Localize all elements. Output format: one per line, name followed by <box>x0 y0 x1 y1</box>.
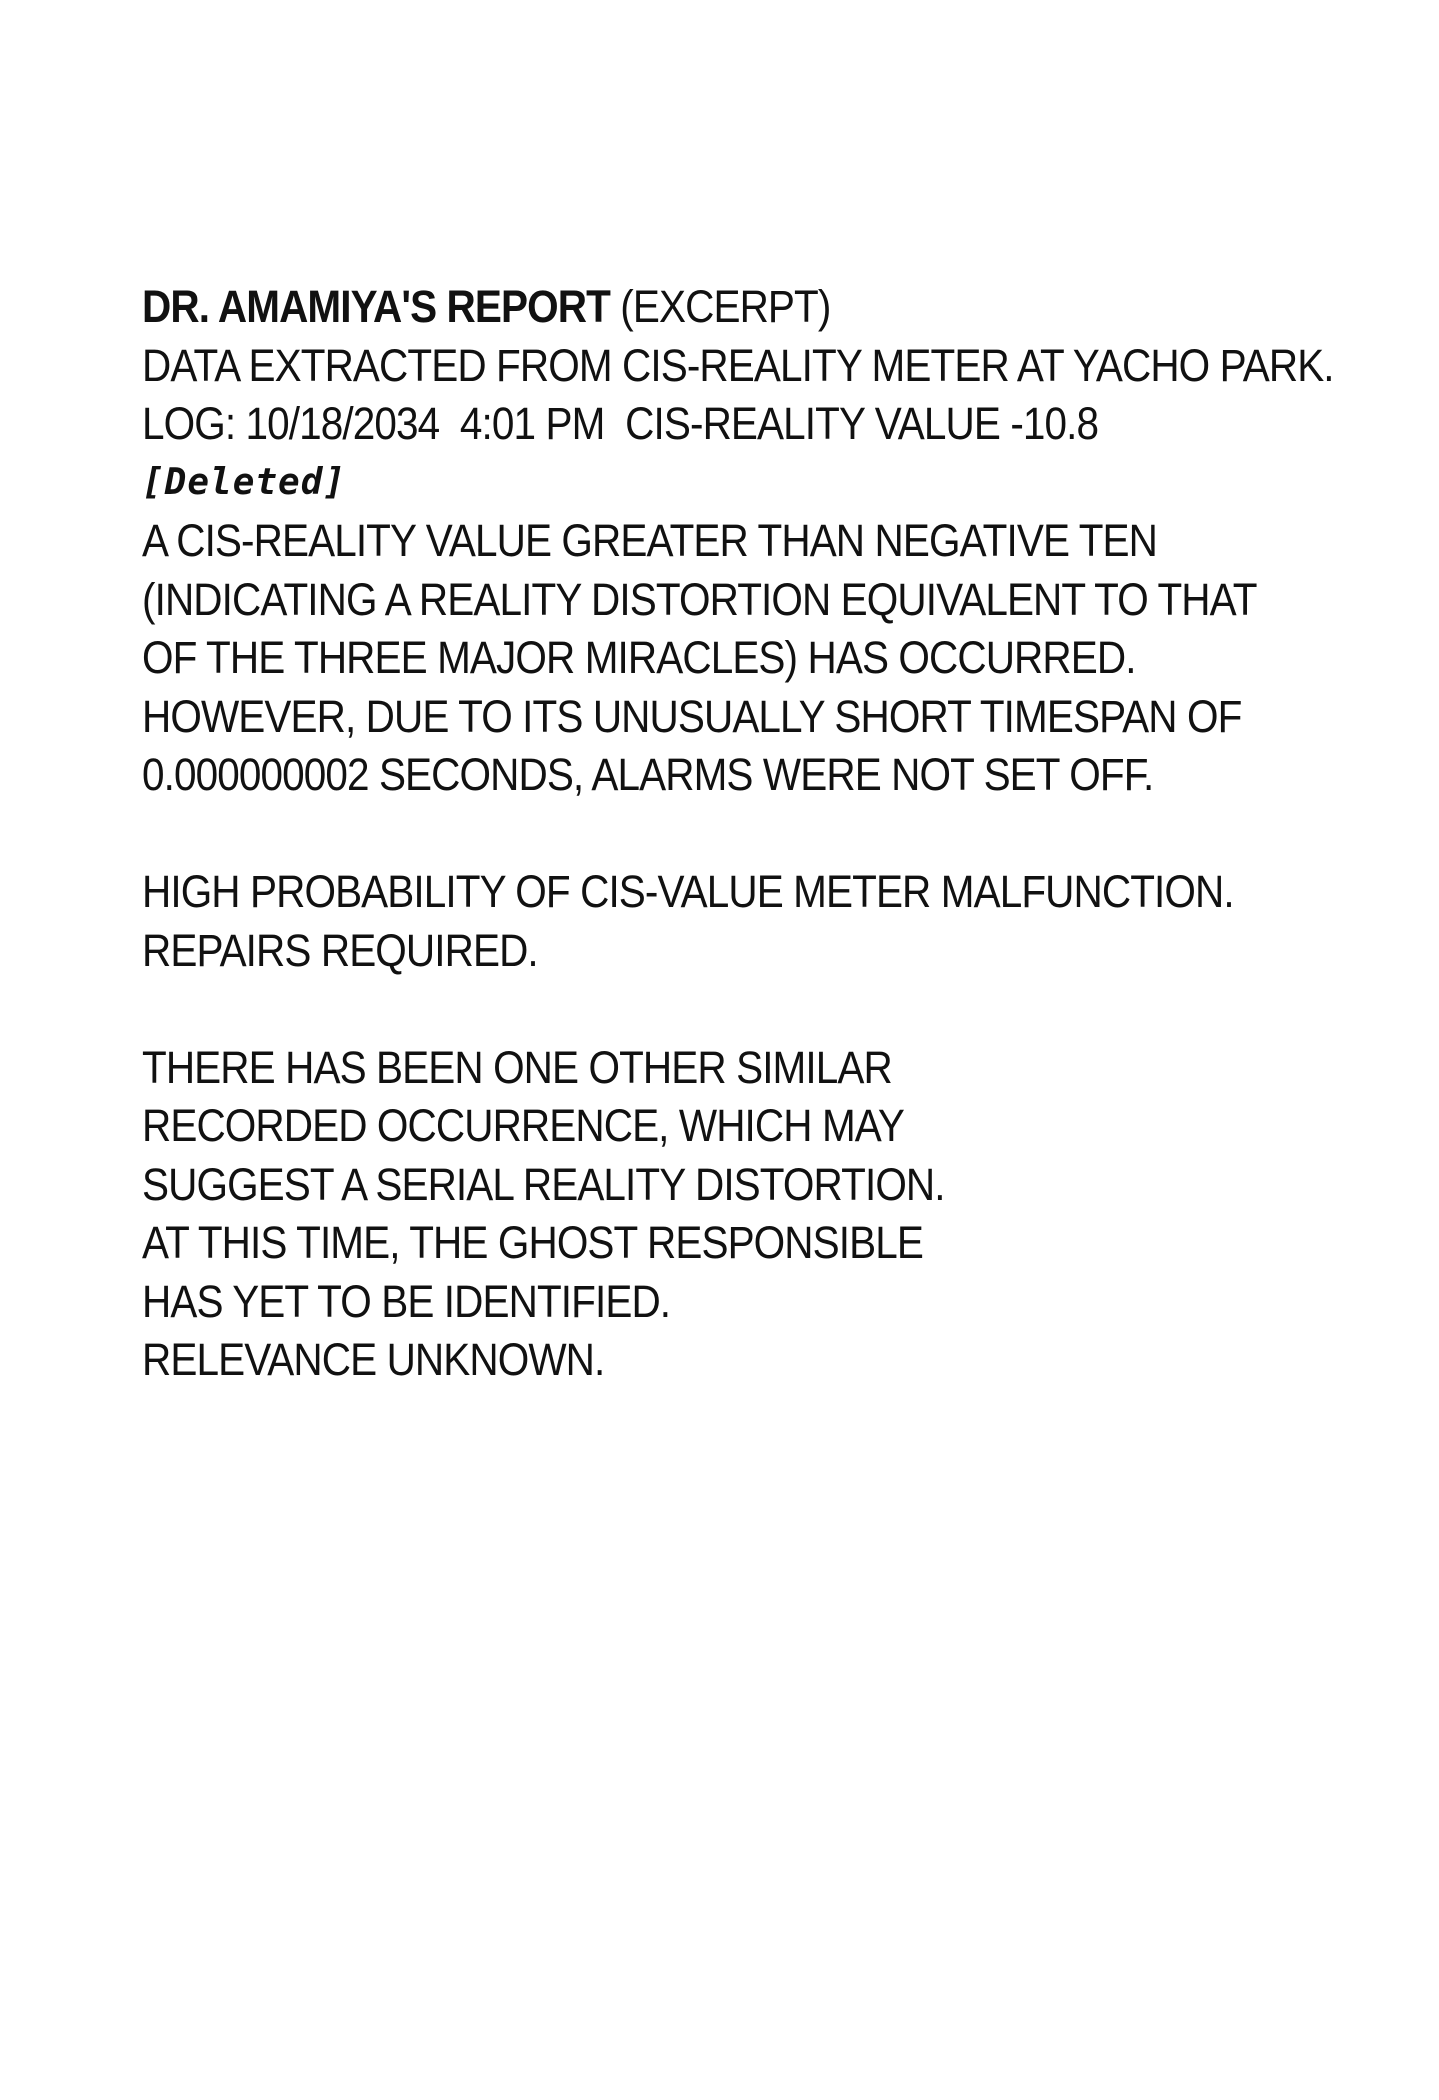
deleted-tag: [Deleted] <box>142 461 347 503</box>
paragraph-2-line: REPAIRS REQUIRED. <box>142 924 538 976</box>
paragraph-spacer <box>142 805 1342 864</box>
paragraph-spacer <box>142 980 1342 1039</box>
report-excerpt <box>142 278 1342 1390</box>
paragraph-1-line: (INDICATING A REALITY DISTORTION EQUIVALENT TO THAT <box>142 573 1257 625</box>
log-line: LOG: 10/18/2034 4:01 PM CIS-REALITY VALUE -10.8 <box>142 398 1099 449</box>
report-title-suffix: (EXCERPT) <box>620 281 831 332</box>
paragraph-3-line: RELEVANCE UNKNOWN. <box>142 1334 605 1385</box>
paragraph-1-line: OF THE THREE MAJOR MIRACLES) HAS OCCURRED. <box>142 632 1136 683</box>
paragraph-3-line: RECORDED OCCURRENCE, WHICH MAY <box>142 1100 905 1151</box>
paragraph-3-line: HAS YET TO BE IDENTIFIED. <box>142 1275 671 1327</box>
paragraph-3-line: AT THIS TIME, THE GHOST RESPONSIBLE <box>142 1217 923 1268</box>
report-title-text: DR. AMAMIYA'S REPORT <box>142 281 610 332</box>
report-title <box>142 278 1222 337</box>
paragraph-3-line: SUGGEST A SERIAL REALITY DISTORTION. <box>142 1158 945 1210</box>
paragraph-2-line: HIGH PROBABILITY OF CIS-VALUE METER MALFUNCTION. <box>142 866 1234 917</box>
paragraph-1-line: 0.000000002 SECONDS, ALARMS WERE NOT SET OFF. <box>142 749 1154 800</box>
paragraph-3-line: THERE HAS BEEN ONE OTHER SIMILAR <box>142 1041 892 1093</box>
data-source-line: DATA EXTRACTED FROM CIS-REALITY METER AT YACHO PARK. <box>142 339 1334 391</box>
paragraph-1-line: A CIS-REALITY VALUE GREATER THAN NEGATIVE TEN <box>142 515 1158 566</box>
paragraph-1-line: HOWEVER, DUE TO ITS UNUSUALLY SHORT TIMESPAN OF <box>142 690 1242 742</box>
